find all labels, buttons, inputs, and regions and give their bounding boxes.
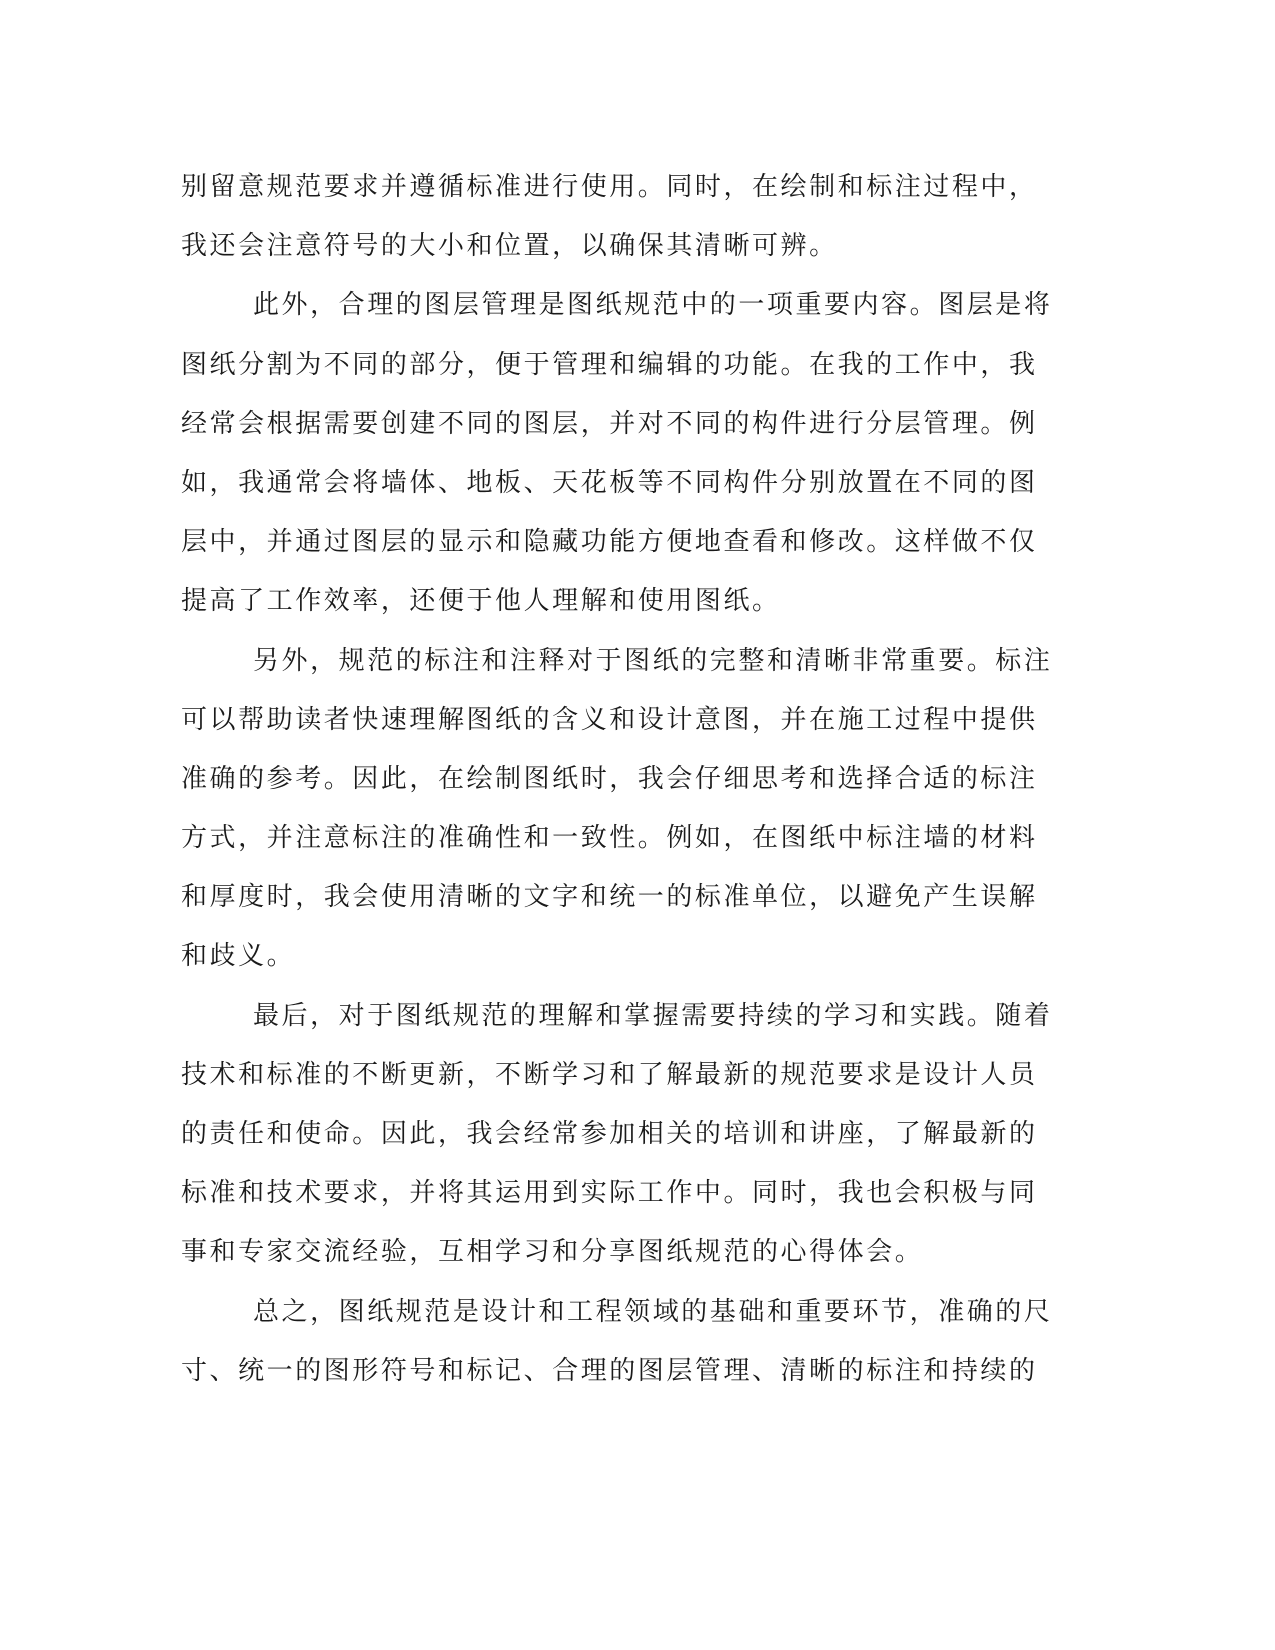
text-line: 技术和标准的不断更新，不断学习和了解最新的规范要求是设计人员 [181,1059,1038,1090]
text-line: 准确的参考。因此，在绘制图纸时，我会仔细思考和选择合适的标注 [181,763,1038,794]
paragraph-summary [181,1283,1053,1401]
text-line: 和歧义。 [181,941,296,972]
text-line: 如，我通常会将墙体、地板、天花板等不同构件分别放置在不同的图 [181,467,1038,498]
text-line: 我还会注意符号的大小和位置，以确保其清晰可辨。 [181,231,838,262]
text-line: 经常会根据需要创建不同的图层，并对不同的构件进行分层管理。例 [181,408,1038,439]
paragraph-continuous-learning [181,987,1053,1283]
text-line: 层中，并通过图层的显示和隐藏功能方便地查看和修改。这样做不仅 [181,527,1038,558]
text-line: 最后，对于图纸规范的理解和掌握需要持续的学习和实践。随着 [253,1000,1053,1031]
text-line: 另外，规范的标注和注释对于图纸的完整和清晰非常重要。标注 [253,645,1053,676]
text-line: 方式，并注意标注的准确性和一致性。例如，在图纸中标注墙的材料 [181,823,1038,854]
text-line: 标准和技术要求，并将其运用到实际工作中。同时，我也会积极与同 [181,1178,1038,1209]
body-text [181,158,1053,1401]
text-line: 事和专家交流经验，互相学习和分享图纸规范的心得体会。 [181,1237,924,1268]
text-line: 的责任和使命。因此，我会经常参加相关的培训和讲座，了解最新的 [181,1119,1038,1149]
text-line: 图纸分割为不同的部分，便于管理和编辑的功能。在我的工作中，我 [181,349,1038,380]
paragraph-annotation [181,632,1053,987]
text-line: 寸、统一的图形符号和标记、合理的图层管理、清晰的标注和持续的 [181,1355,1038,1386]
paragraph-continuation [181,158,1038,276]
text-line: 提高了工作效率，还便于他人理解和使用图纸。 [181,586,781,617]
text-line: 此外，合理的图层管理是图纸规范中的一项重要内容。图层是将 [253,290,1053,321]
text-line: 别留意规范要求并遵循标准进行使用。同时，在绘制和标注过程中， [181,172,1038,202]
text-line: 可以帮助读者快速理解图纸的含义和设计意图，并在施工过程中提供 [181,704,1038,735]
text-line: 总之，图纸规范是设计和工程领域的基础和重要环节，准确的尺 [253,1296,1053,1327]
text-line: 和厚度时，我会使用清晰的文字和统一的标准单位，以避免产生误解 [181,882,1038,913]
paragraph-layer-management [181,276,1053,631]
